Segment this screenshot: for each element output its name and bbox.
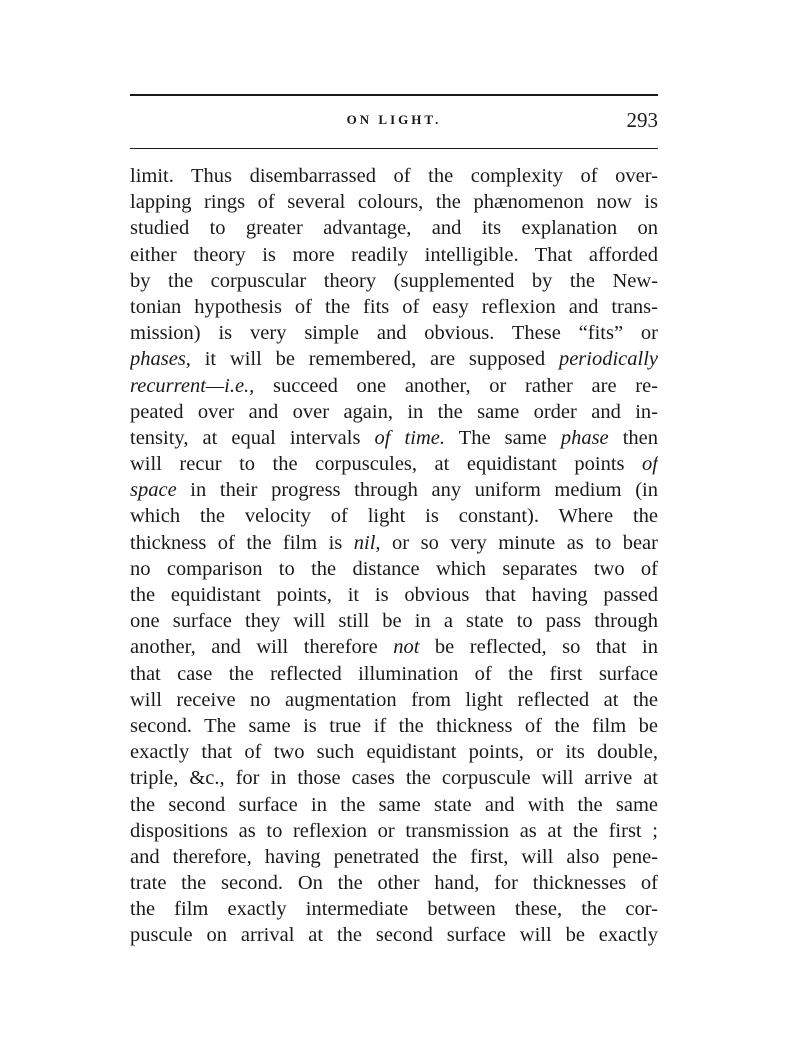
italic-text: phase	[560, 426, 609, 449]
text-line	[130, 661, 658, 687]
text-segment: triple, &c., for in those cases the corpuscule will arrive at	[130, 767, 658, 790]
text-line	[130, 215, 658, 241]
text-line	[130, 556, 658, 582]
text-segment: either theory is more readily intelligible. That afforded	[130, 243, 658, 266]
text-segment: limit. Thus disembarrassed of the complexity of over-	[130, 165, 658, 187]
page-header	[130, 108, 658, 136]
italic-text: periodically	[558, 348, 658, 371]
text-segment: tensity, at equal intervals	[130, 426, 375, 449]
text-line	[130, 477, 658, 503]
text-line	[130, 451, 658, 477]
text-line	[130, 870, 658, 896]
header-rule-bottom	[130, 148, 658, 149]
text-segment: tonian hypothesis of the fits of easy reflexion and trans-	[130, 295, 658, 318]
text-line	[130, 713, 658, 739]
text-line	[130, 242, 658, 268]
text-segment: it will be remembered, are supposed	[190, 348, 559, 371]
text-line	[130, 608, 658, 634]
text-segment: will receive no augmentation from light reflected at the	[130, 688, 658, 711]
text-line	[130, 346, 658, 372]
text-segment: then	[608, 426, 658, 449]
text-line	[130, 792, 658, 818]
text-line	[130, 582, 658, 608]
text-segment: another, and will therefore	[130, 636, 394, 659]
text-segment: second. The same is true if the thickness of the film be	[130, 714, 658, 737]
italic-text: of	[642, 453, 658, 476]
italic-text: space	[130, 479, 177, 502]
text-line	[130, 320, 658, 346]
text-segment: trate the second. On the other hand, for thicknesses of	[130, 872, 658, 895]
text-segment: the equidistant points, it is obvious that having passed	[130, 584, 658, 606]
text-segment: will recur to the corpuscules, at equidistant points	[130, 453, 643, 476]
italic-text: of time.	[374, 426, 445, 449]
running-head: ON LIGHT.	[346, 112, 442, 127]
text-segment: no comparison to the distance which separates two of	[130, 557, 658, 580]
text-segment: thickness of the film is	[130, 531, 354, 554]
text-line	[130, 818, 658, 844]
text-segment: lapping rings of several colours, the phænomenon now is	[130, 191, 658, 214]
text-segment: the film exactly intermediate between these, the cor-	[130, 898, 658, 921]
text-line	[130, 425, 658, 451]
text-line	[130, 896, 658, 922]
text-line	[130, 634, 658, 660]
text-segment: in their progress through any uniform medium (in	[176, 479, 658, 502]
text-line	[130, 739, 658, 765]
body-text	[130, 163, 658, 949]
text-line	[130, 294, 658, 320]
italic-text: recurrent—i.e.,	[130, 374, 255, 397]
text-line	[130, 503, 658, 529]
text-segment: The same	[444, 426, 561, 449]
text-segment: be reflected, so that in	[419, 636, 658, 659]
text-segment: puscule on arrival at the second surface will be exactly	[130, 924, 658, 947]
header-rule-top	[130, 94, 658, 96]
text-segment: or so very minute as to bear	[380, 531, 658, 554]
page-number: 293	[626, 108, 658, 132]
text-line	[130, 844, 658, 870]
text-segment: peated over and over again, in the same order and in-	[130, 400, 658, 423]
text-segment: that case the reflected illumination of the first surface	[130, 662, 658, 685]
text-segment: dispositions as to reflexion or transmission as at the first ;	[130, 819, 658, 842]
text-segment: one surface they will still be in a state to pass through	[130, 610, 658, 633]
text-line	[130, 922, 658, 948]
italic-text: not	[393, 636, 420, 659]
text-line	[130, 530, 658, 556]
text-segment: the second surface in the same state and with the same	[130, 793, 658, 816]
text-line	[130, 163, 658, 189]
italic-text: nil,	[353, 531, 381, 554]
text-line	[130, 268, 658, 294]
text-segment: exactly that of two such equidistant points, or its double,	[130, 741, 658, 764]
text-segment: mission) is very simple and obvious. These “fits” or	[130, 322, 658, 345]
italic-text: phases,	[130, 348, 191, 371]
text-line	[130, 765, 658, 791]
text-segment: by the corpuscular theory (supplemented by the New-	[130, 269, 658, 292]
text-segment: succeed one another, or rather are re-	[254, 374, 658, 397]
text-segment: and therefore, having penetrated the first, will also pene-	[130, 845, 658, 868]
text-segment: which the velocity of light is constant). Where the	[130, 505, 658, 528]
text-line	[130, 687, 658, 713]
text-segment: studied to greater advantage, and its explanation on	[130, 217, 658, 240]
text-line	[130, 399, 658, 425]
text-line	[130, 189, 658, 215]
text-line	[130, 373, 658, 399]
